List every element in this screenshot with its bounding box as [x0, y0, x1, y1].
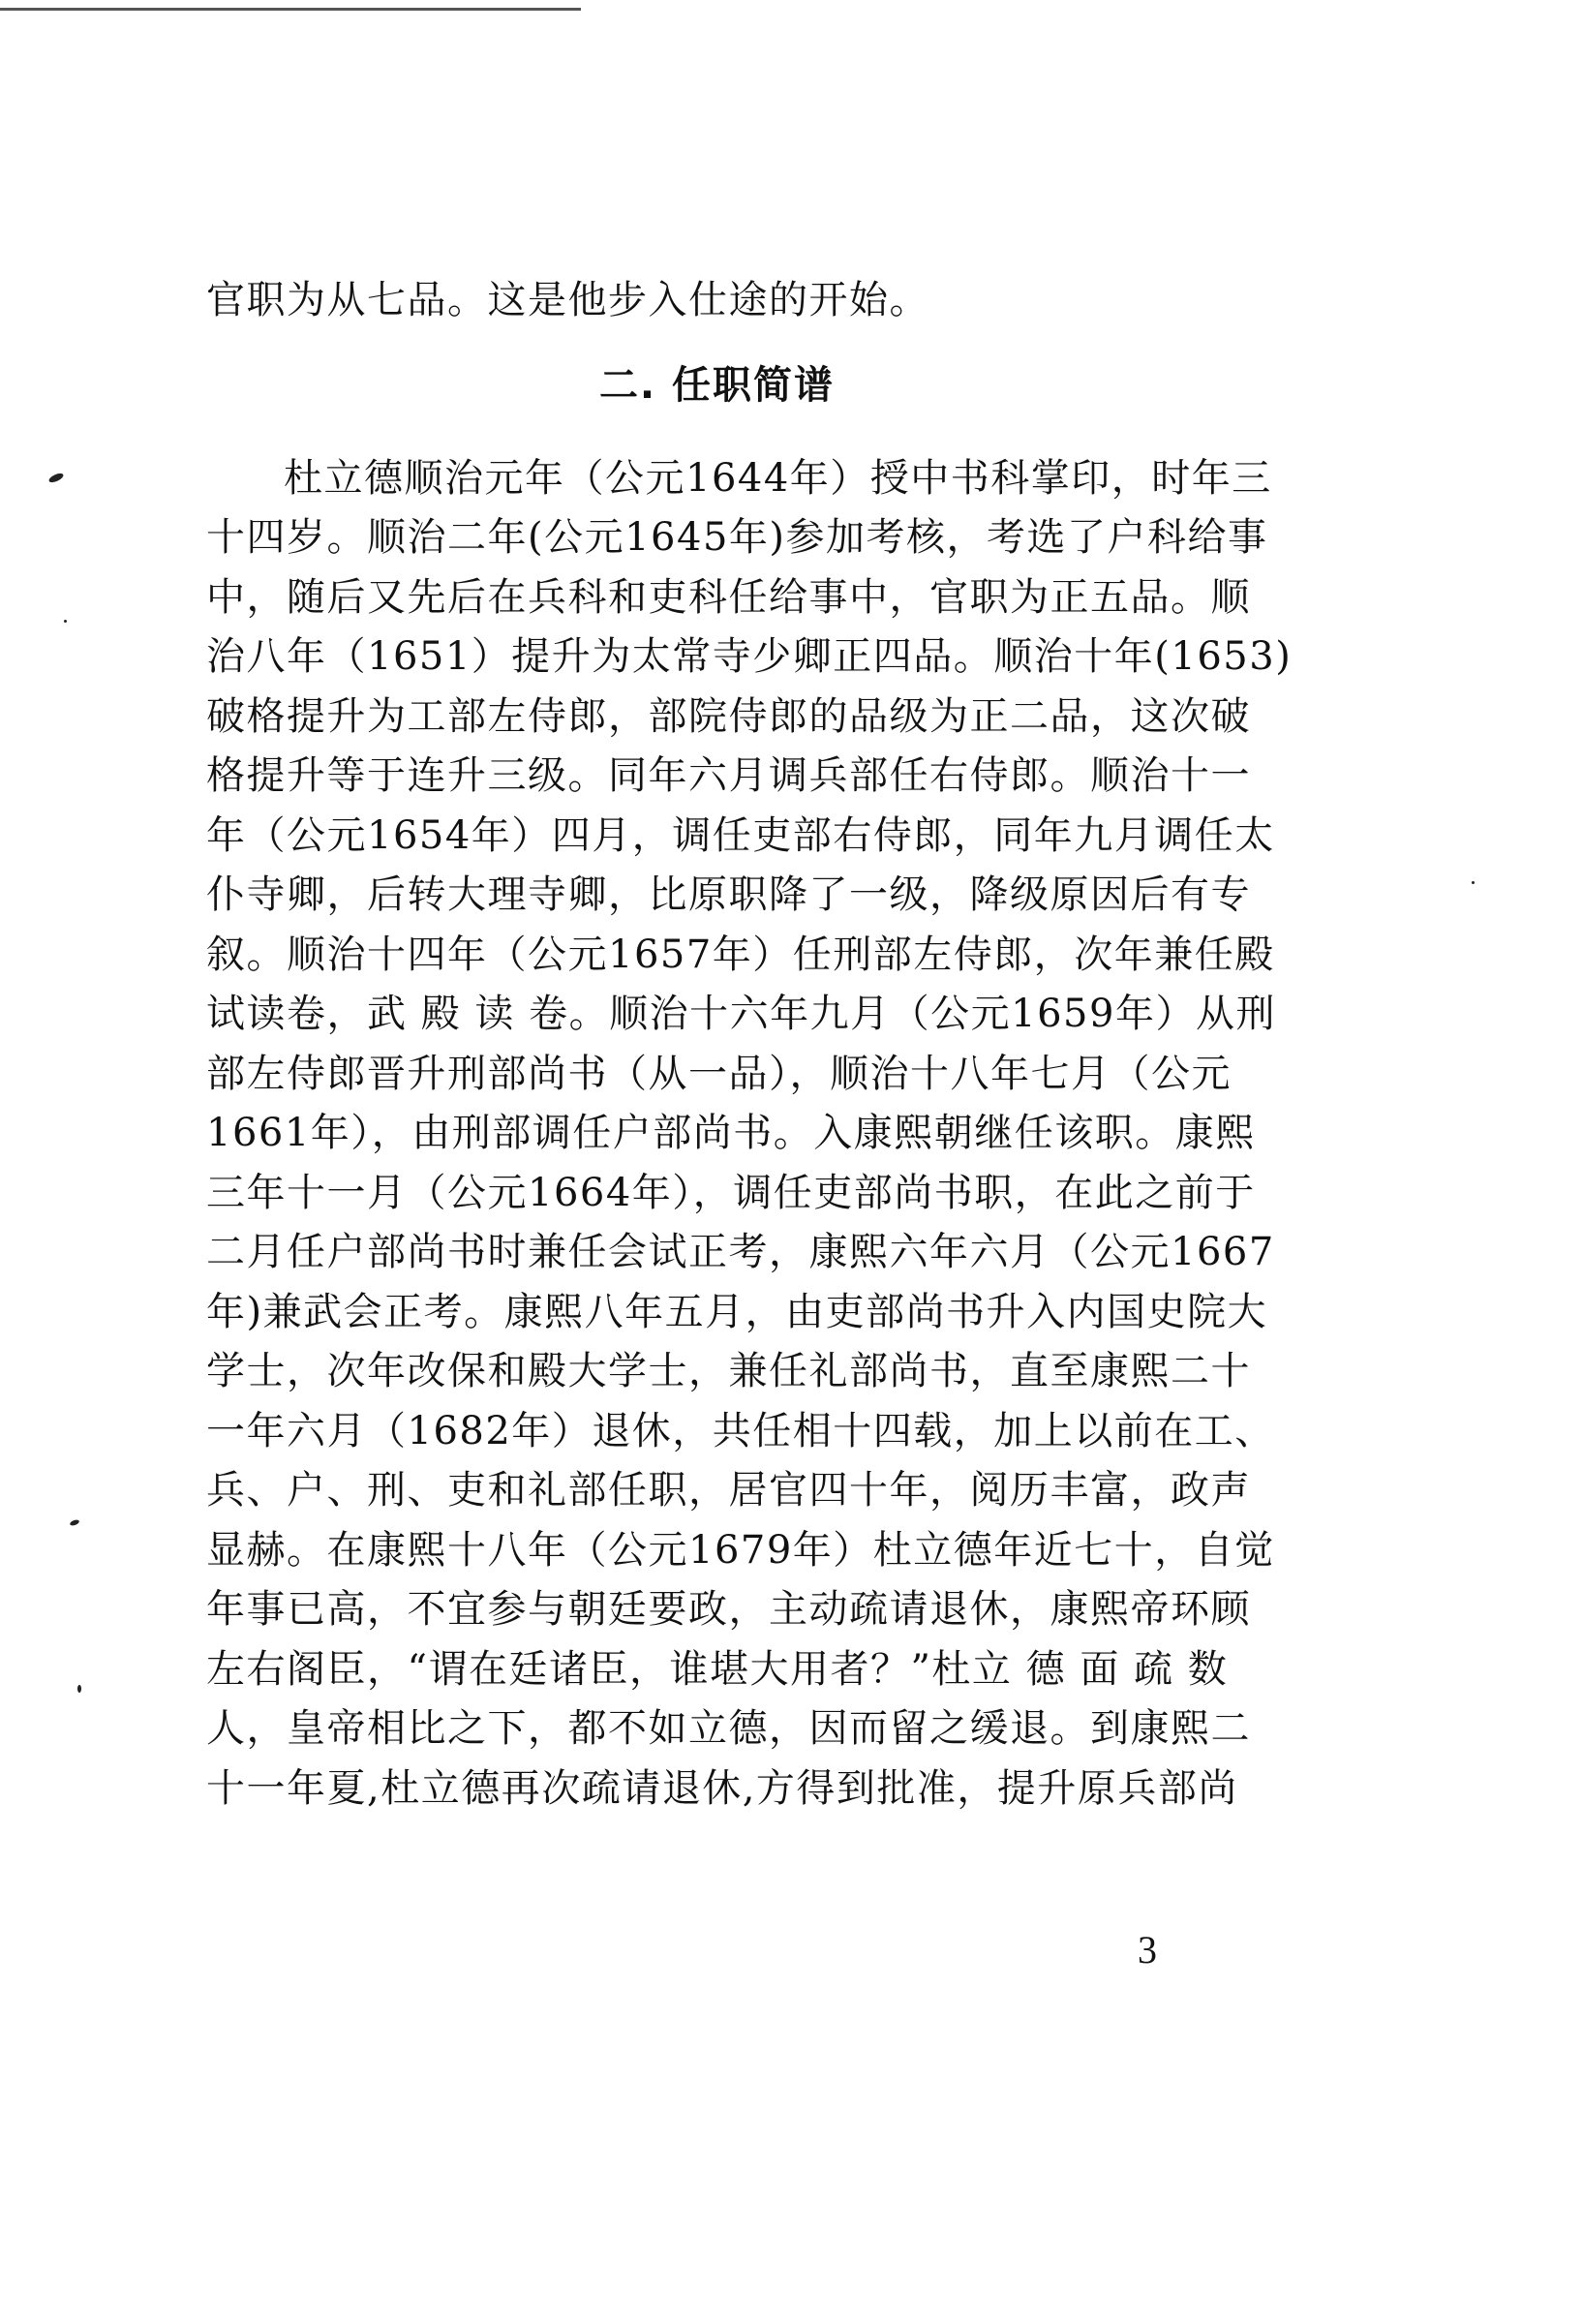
body-paragraph — [206, 449, 1293, 1819]
paragraph-line: 十一年夏,杜立德再次疏请退休,方得到批准，提升原兵部尚 — [206, 1765, 1238, 1811]
paragraph-line: 试读卷，武 殿 读 卷。顺治十六年九月（公元1659年）从刑 — [206, 992, 1276, 1036]
paragraph-line: 年事已高，不宜参与朝廷要政，主动疏请退休，康熙帝环顾 — [206, 1587, 1251, 1632]
top-rule — [0, 8, 581, 11]
section-heading: 二. 任职简谱 — [598, 362, 836, 408]
ink-speck — [64, 620, 67, 623]
paragraph-line: 左右阁臣，“谓在廷诸臣，谁堪大用者？”杜立 德 面 疏 数 — [206, 1646, 1229, 1692]
paragraph-line: 1661年），由刑部调任户部尚书。入康熙朝继任该职。康熙 — [206, 1111, 1256, 1155]
ink-speck — [77, 1685, 81, 1693]
paragraph-line: 格提升等于连升三级。同年六月调兵部任右侍郎。顺治十一 — [206, 753, 1251, 798]
paragraph-line: 十四岁。顺治二年(公元1645年)参加考核，考选了户科给事 — [206, 515, 1268, 560]
paragraph-line: 年（公元1654年）四月，调任吏部右侍郎，同年九月调任太 — [206, 812, 1275, 858]
ink-speck — [47, 472, 64, 484]
paragraph-line: 杜立德顺治元年（公元1644年）授中书科掌印，时年三 — [284, 455, 1272, 501]
paragraph-line: 二月任户部尚书时兼任会试正考，康熙六年六月（公元1667 — [206, 1230, 1275, 1274]
paragraph-line: 学士，次年改保和殿大学士，兼任礼部尚书，直至康熙二十 — [206, 1349, 1251, 1393]
lead-line: 官职为从七品。这是他步入仕途的开始。 — [206, 278, 929, 322]
paragraph-line: 年)兼武会正考。康熙八年五月，由吏部尚书升入内国史院大 — [206, 1289, 1268, 1334]
paragraph-line: 三年十一月（公元1664年），调任吏部尚书职，在此之前于 — [206, 1170, 1256, 1215]
paragraph-line: 中，随后又先后在兵科和吏科任给事中，官职为正五品。顺 — [206, 574, 1251, 620]
page-number: 3 — [1138, 1928, 1157, 1972]
paragraph-line: 叙。顺治十四年（公元1657年）任刑部左侍郎，次年兼任殿 — [206, 932, 1275, 977]
page-content — [206, 271, 1293, 1819]
paragraph-line: 人，皇帝相比之下，都不如立德，因而留之缓退。到康熙二 — [206, 1706, 1251, 1751]
paragraph-line: 一年六月（1682年）退休，共任相十四载，加上以前在工、 — [206, 1408, 1275, 1453]
ink-speck — [69, 1518, 79, 1526]
ink-speck — [1472, 881, 1475, 884]
paragraph-line: 部左侍郎晋升刑部尚书（从一品），顺治十八年七月（公元 — [206, 1051, 1232, 1096]
paragraph-line: 治八年（1651）提升为太常寺少卿正四品。顺治十年(1653) — [206, 634, 1293, 679]
paragraph-line: 显赫。在康熙十八年（公元1679年）杜立德年近七十，自觉 — [206, 1527, 1275, 1573]
paragraph-line: 破格提升为工部左侍郎，部院侍郎的品级为正二品，这次破 — [206, 693, 1251, 739]
paragraph-line: 仆寺卿，后转大理寺卿，比原职降了一级，降级原因后有专 — [206, 872, 1251, 917]
paragraph-line: 兵、户、刑、吏和礼部任职，居官四十年，阅历丰富，政声 — [206, 1468, 1251, 1513]
